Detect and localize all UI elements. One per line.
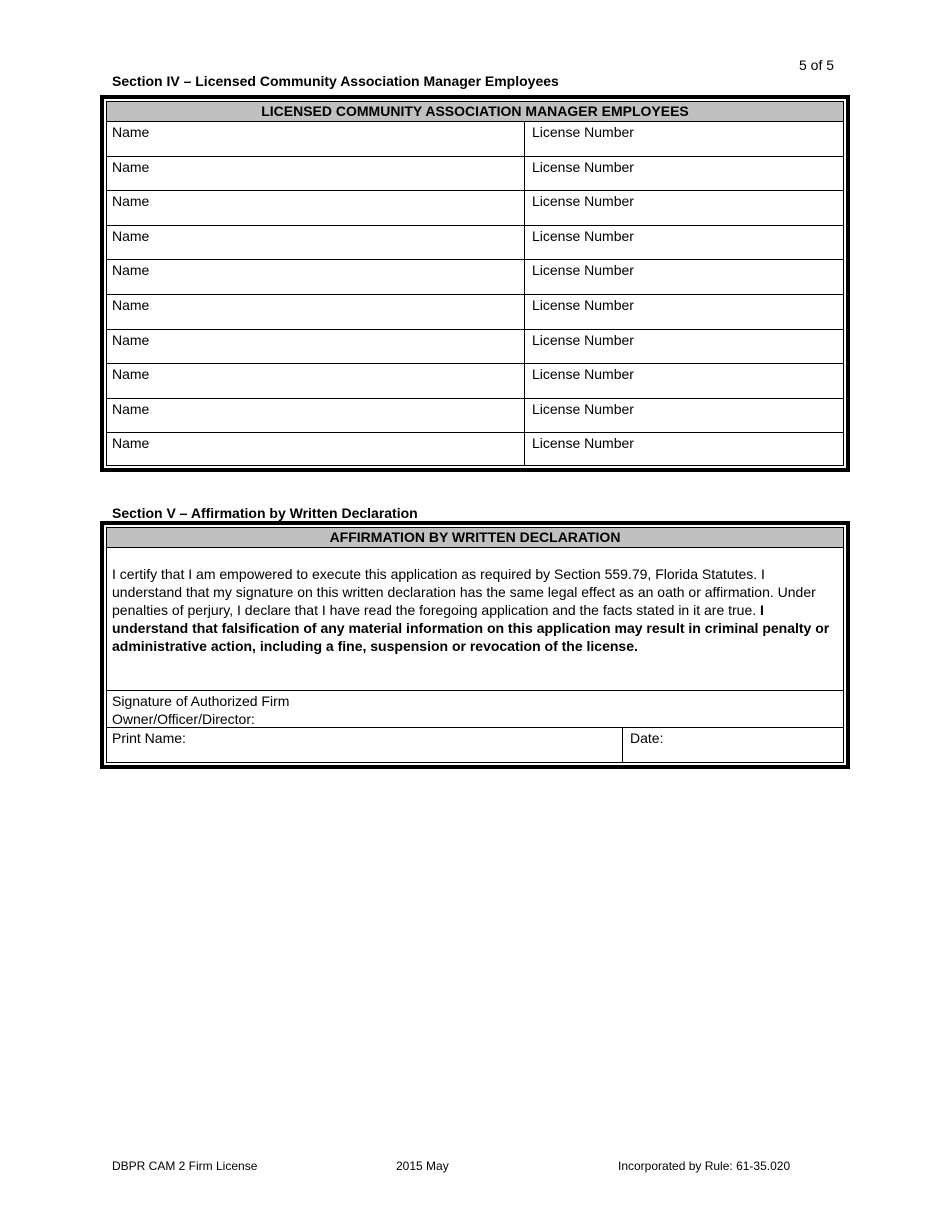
license-number-field[interactable]: License Number: [532, 193, 634, 210]
table-row: [107, 433, 843, 465]
name-field[interactable]: Name: [107, 433, 525, 465]
print-name-field[interactable]: Print Name:: [107, 728, 623, 762]
license-number-field[interactable]: License Number: [532, 262, 634, 279]
license-number-field[interactable]: License Number: [532, 296, 634, 313]
signature-label-line2: Owner/Officer/Director:: [112, 711, 255, 727]
table-row: [107, 122, 843, 157]
table-row: [107, 364, 843, 399]
table-row: [107, 399, 843, 434]
name-field[interactable]: Name: [107, 122, 525, 156]
employees-table: [100, 95, 850, 472]
name-field[interactable]: Name: [107, 191, 525, 225]
print-name-date-row: [107, 728, 843, 762]
table-row: [107, 295, 843, 330]
license-number-field[interactable]: License Number: [532, 366, 634, 383]
name-field[interactable]: Name: [107, 330, 525, 364]
footer-revision: 2015 May: [396, 1159, 449, 1173]
license-number-field[interactable]: License Number: [532, 158, 634, 175]
license-number-field[interactable]: License Number: [532, 400, 634, 417]
affirmation-table-title: AFFIRMATION BY WRITTEN DECLARATION: [107, 528, 843, 548]
name-field[interactable]: Name: [107, 399, 525, 433]
license-number-field[interactable]: License Number: [532, 227, 634, 244]
signature-label-line1: Signature of Authorized Firm: [112, 693, 290, 709]
name-field[interactable]: Name: [107, 364, 525, 398]
name-field[interactable]: Name: [107, 157, 525, 191]
employees-table-title: LICENSED COMMUNITY ASSOCIATION MANAGER EMPLOYEES: [107, 102, 843, 122]
footer-rule: Incorporated by Rule: 61-35.020: [618, 1159, 791, 1173]
name-field[interactable]: Name: [107, 226, 525, 260]
table-row: [107, 191, 843, 226]
declaration-statement: I certify that I am empowered to execute this application as required by Section 559.79, Florida Statutes. I understand that my signature on this written declaration has the same legal effect as an oath or affirmation. Under penalties of perjury, I declare that I have read the foregoing application and the facts stated in it are true.: [112, 566, 816, 618]
license-number-field[interactable]: License Number: [532, 124, 634, 140]
section-iv-heading: Section IV – Licensed Community Association Manager Employees: [112, 73, 559, 89]
footer-form-name: DBPR CAM 2 Firm License: [112, 1159, 258, 1173]
section-v-heading: Section V – Affirmation by Written Declaration: [112, 505, 418, 521]
table-row: [107, 330, 843, 365]
page-number: 5 of 5: [799, 57, 835, 73]
declaration-warning: I understand that falsification of any material information on this application may result in criminal penalty or administrative action, including a fine, suspension or revocation of the license.: [112, 602, 830, 654]
signature-field[interactable]: [107, 691, 843, 728]
table-row: [107, 226, 843, 261]
declaration-text: [107, 548, 843, 691]
name-field[interactable]: Name: [107, 295, 525, 329]
license-number-field[interactable]: License Number: [532, 331, 634, 348]
table-row: [107, 260, 843, 295]
license-number-field[interactable]: License Number: [532, 435, 634, 452]
date-field[interactable]: Date:: [630, 730, 664, 746]
table-row: [107, 157, 843, 192]
name-field[interactable]: Name: [107, 260, 525, 294]
affirmation-table: [100, 521, 850, 769]
